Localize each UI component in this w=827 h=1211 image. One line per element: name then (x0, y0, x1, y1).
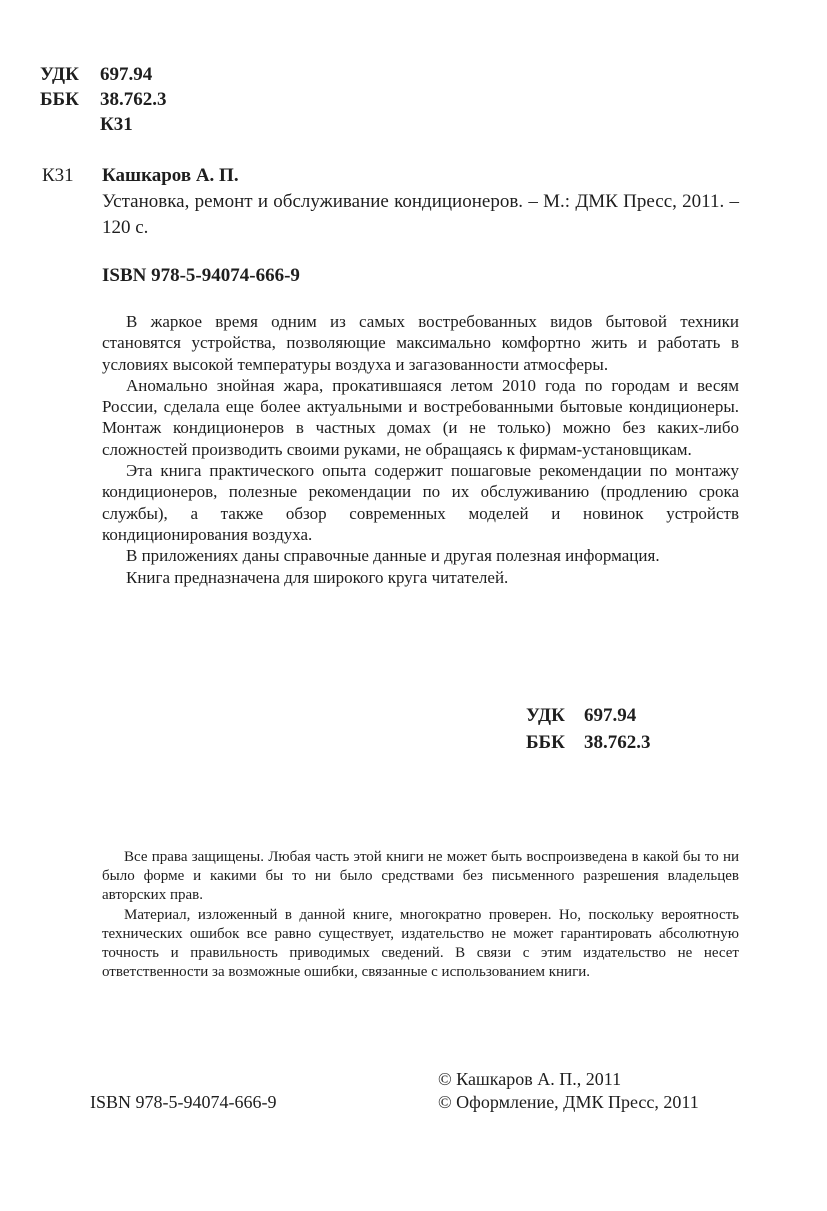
author-mark: К31 (100, 114, 133, 135)
annotation-paragraph: В приложениях даны справочные данные и другая полезная информация. (126, 546, 660, 566)
copyright-block (438, 1068, 699, 1114)
udk-value: 697.94 (100, 64, 153, 85)
udk-label-right: УДК (526, 705, 565, 726)
bibliographic-record (102, 163, 739, 241)
bbk-label: ББК (40, 89, 79, 110)
record-author: Кашкаров А. П. (102, 165, 239, 186)
record-description: Установка, ремонт и обслуживание кондиционеров. – М.: ДМК Пресс, 2011. – 120 с. (102, 191, 739, 238)
udk-label: УДК (40, 64, 79, 85)
rights-paragraph: Все права защищены. Любая часть этой книги не может быть воспроизведена в какой бы то ни было форме и какими бы то ни было средствами без письменного разрешения владельцев авторских прав. (102, 849, 739, 904)
copyright-design: © Оформление, ДМК Пресс, 2011 (438, 1092, 699, 1112)
record-code: К31 (42, 165, 74, 186)
annotation (102, 311, 739, 588)
annotation-paragraph: Аномально знойная жара, прокатившаяся летом 2010 года по городам и весям России, сделала еще более актуальными и востребованными бытовые кондиционеры. Монтаж кондиционеров в частных домах (и не только) можно без каких-либо сложностей производить своими руками, не обращаясь к фирмам-установщикам. (102, 375, 739, 459)
bbk-row (40, 87, 167, 112)
copyright-author: © Кашкаров А. П., 2011 (438, 1069, 622, 1089)
annotation-paragraph: Книга предназначена для широкого круга читателей. (126, 567, 509, 587)
udk-row-right (526, 702, 651, 729)
footer-isbn: ISBN 978-5-94074-666-9 (90, 1092, 277, 1112)
annotation-paragraph: В жаркое время одним из самых востребованных видов бытовой техники становятся устройства, позволяющие максимально комфортно жить и работать в условиях высокой температуры воздуха и загазованности атмосферы. (102, 312, 739, 374)
bbk-value: 38.762.3 (100, 89, 167, 110)
rights-notice (102, 848, 739, 982)
rights-paragraph: Материал, изложенный в данной книге, многократно проверен. Но, поскольку вероятность технических ошибок все равно существует, издательство не может гарантировать абсолютную точность и правильность приводимых сведений. В связи с этим издательство не несет ответственности за возможные ошибки, связанные с использованием книги. (102, 906, 739, 981)
classification-block (40, 62, 167, 137)
udk-row (40, 62, 167, 87)
udk-value-right: 697.94 (584, 705, 637, 726)
author-mark-row (40, 112, 167, 137)
bbk-value-right: 38.762.3 (584, 732, 651, 753)
classification-block-right (526, 702, 651, 756)
record-isbn: ISBN 978-5-94074-666-9 (102, 265, 300, 286)
bbk-row-right (526, 729, 651, 756)
annotation-paragraph: Эта книга практического опыта содержит пошаговые рекомендации по монтажу кондиционеров, полезные рекомендации по их обслуживанию (продлению срока службы), а также обзор современных моделей и новинок устройств кондиционирования воздуха. (102, 461, 739, 544)
bbk-label-right: ББК (526, 732, 565, 753)
